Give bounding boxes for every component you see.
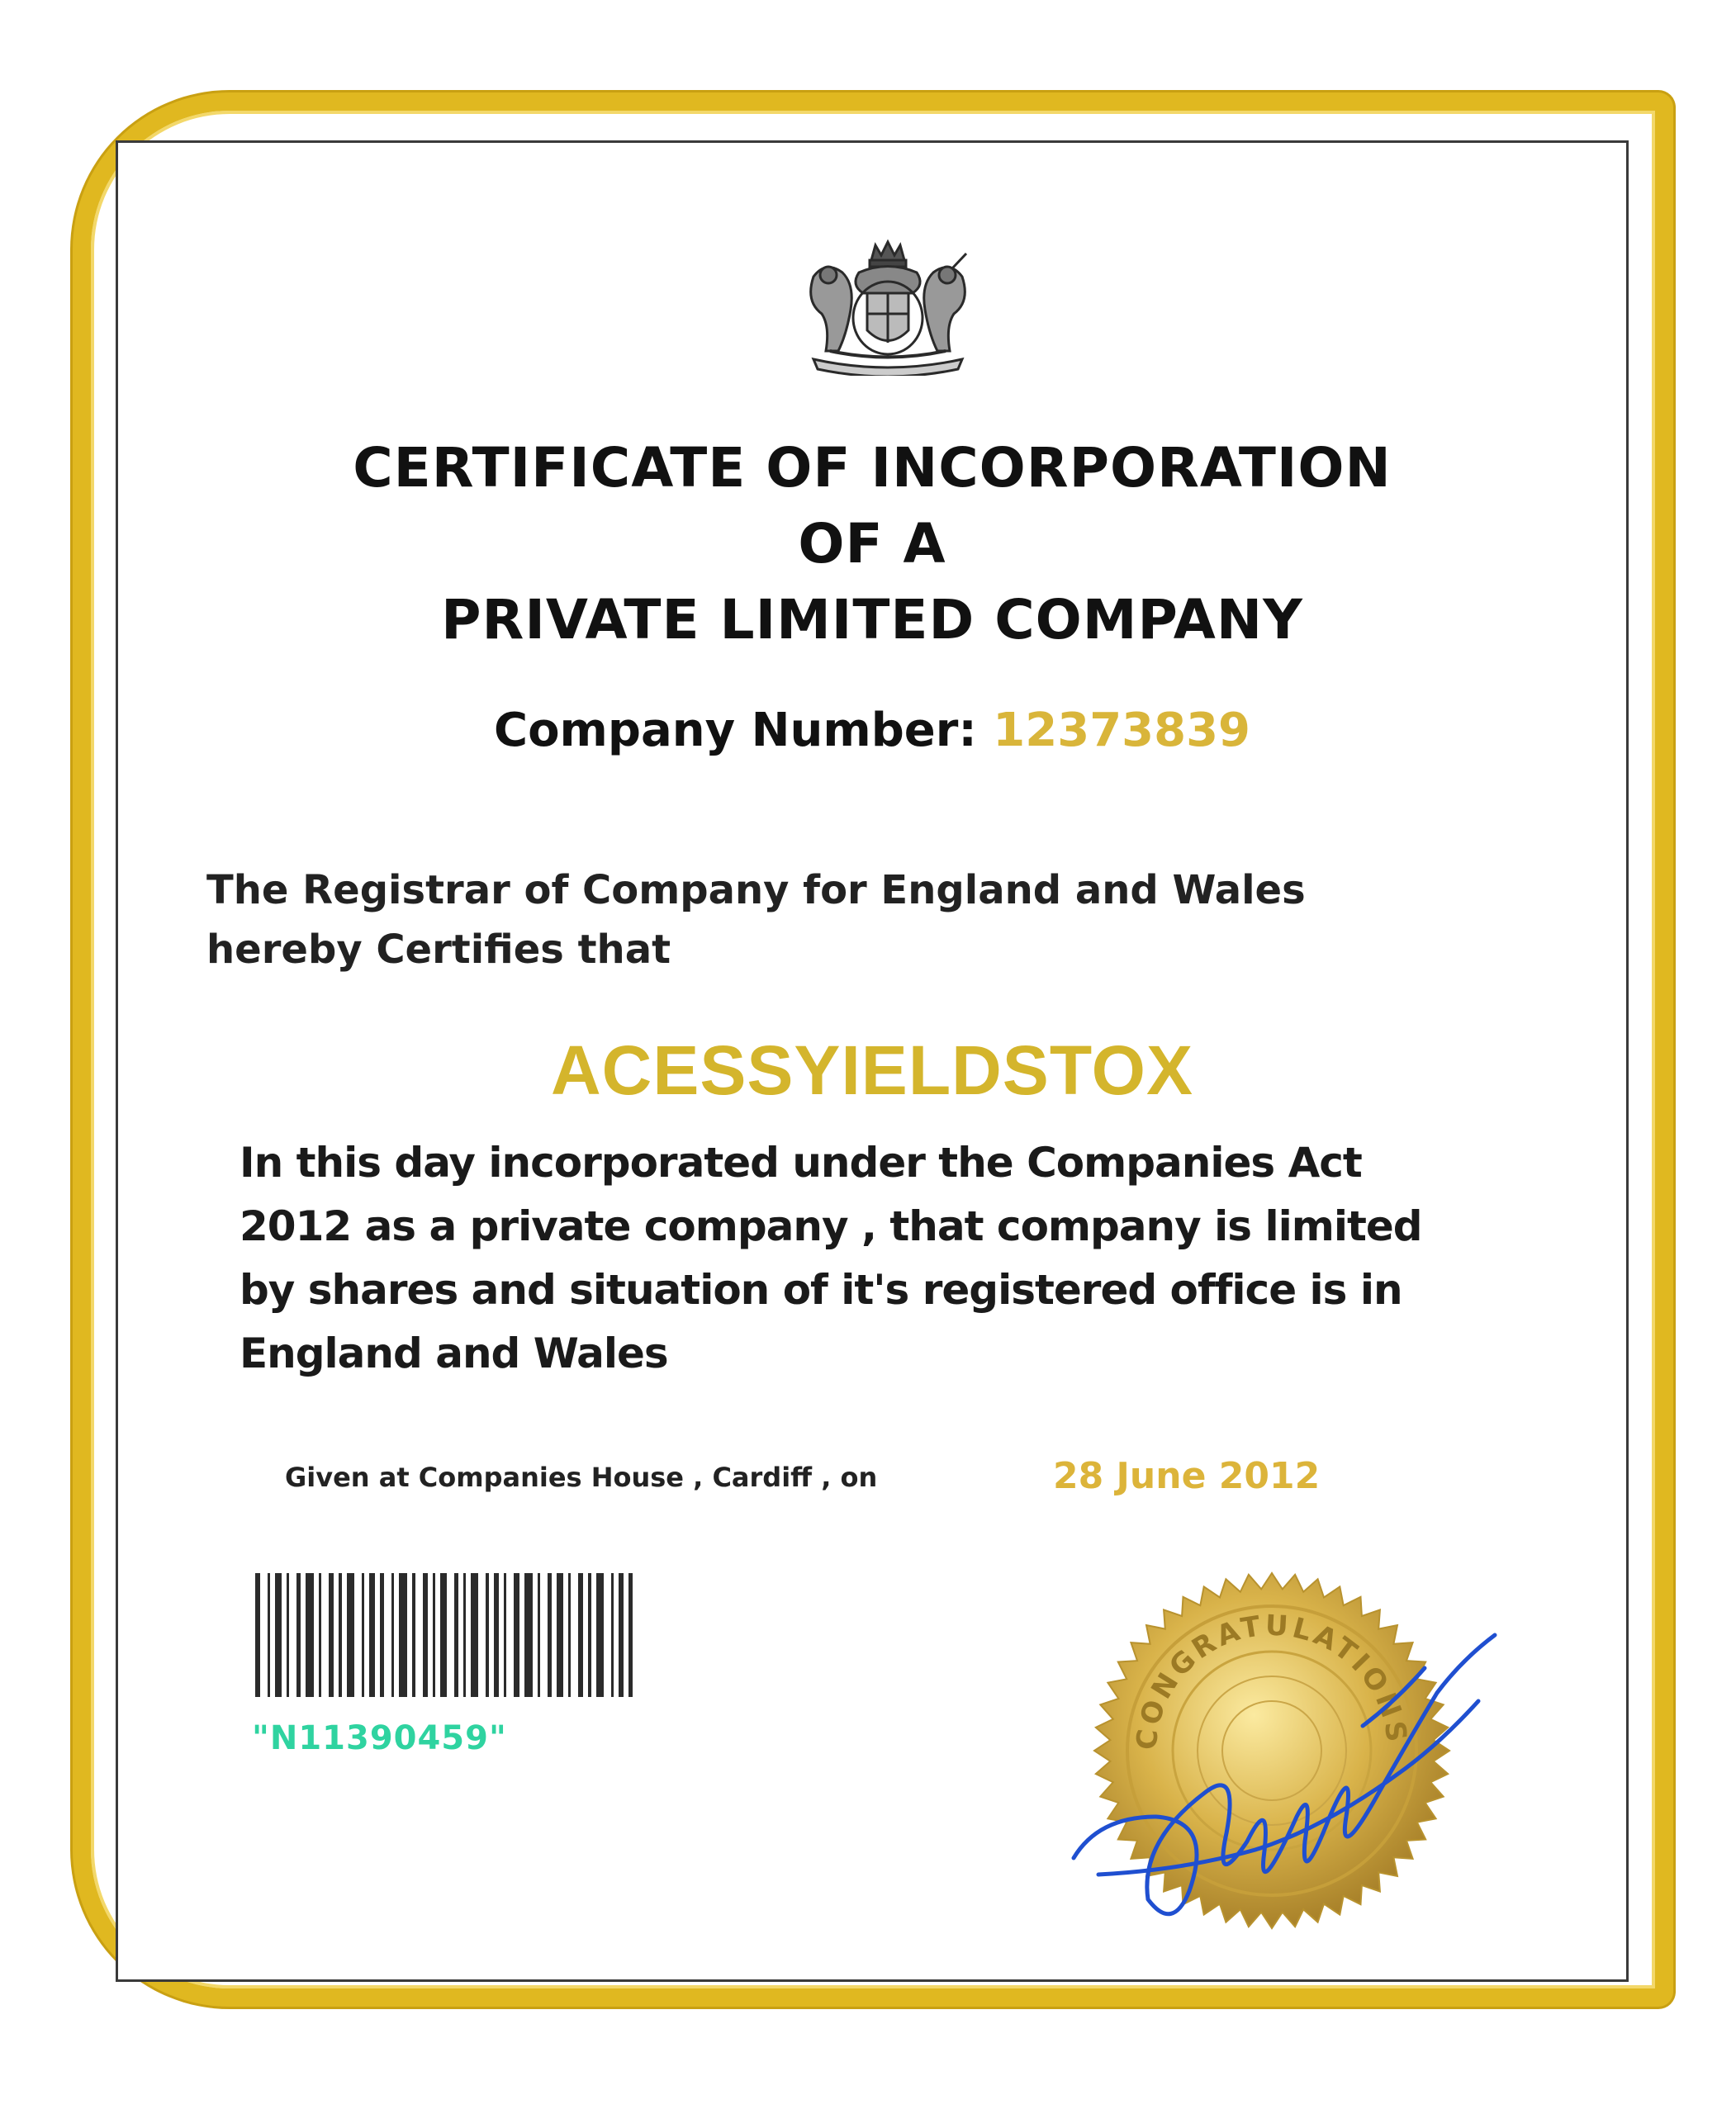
title-line-3: PRIVATE LIMITED COMPANY: [441, 588, 1303, 652]
gold-seal-icon: [1049, 1544, 1511, 1957]
barcode-bar: [463, 1573, 466, 1697]
barcode-bar: [380, 1573, 384, 1697]
barcode-bar: [339, 1573, 342, 1697]
title-line-1: CERTIFICATE OF INCORPORATION: [353, 436, 1392, 500]
barcode-bar: [524, 1573, 533, 1697]
barcode-bar: [596, 1573, 604, 1697]
barcode-bar: [287, 1573, 289, 1697]
barcode-bar: [454, 1573, 458, 1697]
body-line-2: 2012 as a private company , that company is limited: [240, 1202, 1422, 1250]
barcode-bar: [611, 1573, 614, 1697]
barcode-bar: [578, 1573, 583, 1697]
barcode-bar: [268, 1573, 270, 1697]
barcode-bar: [440, 1573, 447, 1697]
barcode-bar: [557, 1573, 563, 1697]
barcode-bar: [538, 1573, 540, 1697]
royal-coat-of-arms-icon: [780, 235, 995, 376]
barcode-bar: [486, 1573, 489, 1697]
barcode-bar: [329, 1573, 334, 1697]
barcode-bar: [347, 1573, 354, 1697]
incorporation-statement: [240, 1131, 1511, 1386]
barcode-bar: [619, 1573, 624, 1697]
body-line-3: by shares and situation of it's registered office is in: [240, 1266, 1402, 1314]
company-number-value: 12373839: [993, 704, 1251, 757]
barcode-bar: [628, 1573, 633, 1697]
barcode-bar: [588, 1573, 591, 1697]
barcode-bar: [362, 1573, 364, 1697]
barcode-bar: [548, 1573, 552, 1697]
seal-text: CONGRATULATIONS: [1130, 1609, 1414, 1751]
company-name: ACESSYIELDSTOX: [551, 1031, 1193, 1109]
barcode-bar: [369, 1573, 375, 1697]
barcode-bar: [399, 1573, 407, 1697]
barcode-bar: [296, 1573, 301, 1697]
registrar-line-1: The Registrar of Company for England and Wales: [206, 867, 1306, 913]
barcode-bar: [306, 1573, 314, 1697]
barcode-bar: [275, 1573, 282, 1697]
registrar-line-2: hereby Certifies that: [206, 927, 671, 973]
barcode-bar: [433, 1573, 435, 1697]
issue-date: 28 June 2012: [1053, 1455, 1321, 1497]
barcode-bar: [514, 1573, 519, 1697]
body-line-1: In this day incorporated under the Companies Act: [240, 1139, 1362, 1187]
barcode-bar: [391, 1573, 394, 1697]
barcode-bar: [423, 1573, 428, 1697]
given-at-text: Given at Companies House , Cardiff , on: [285, 1462, 878, 1493]
company-number-label: Company Number:: [493, 704, 977, 757]
body-line-4: England and Wales: [240, 1330, 668, 1377]
barcode-bar: [255, 1573, 260, 1697]
barcode-icon: [252, 1573, 747, 1697]
barcode-bar: [412, 1573, 415, 1697]
barcode-number: "N11390459": [252, 1719, 507, 1757]
barcode-bar: [319, 1573, 321, 1697]
title-line-2: OF A: [798, 512, 946, 576]
barcode-bar: [471, 1573, 478, 1697]
barcode-bar: [568, 1573, 571, 1697]
barcode-bar: [504, 1573, 506, 1697]
barcode-bar: [494, 1573, 499, 1697]
company-number-line: [116, 704, 1629, 757]
registrar-statement: [206, 860, 1495, 979]
